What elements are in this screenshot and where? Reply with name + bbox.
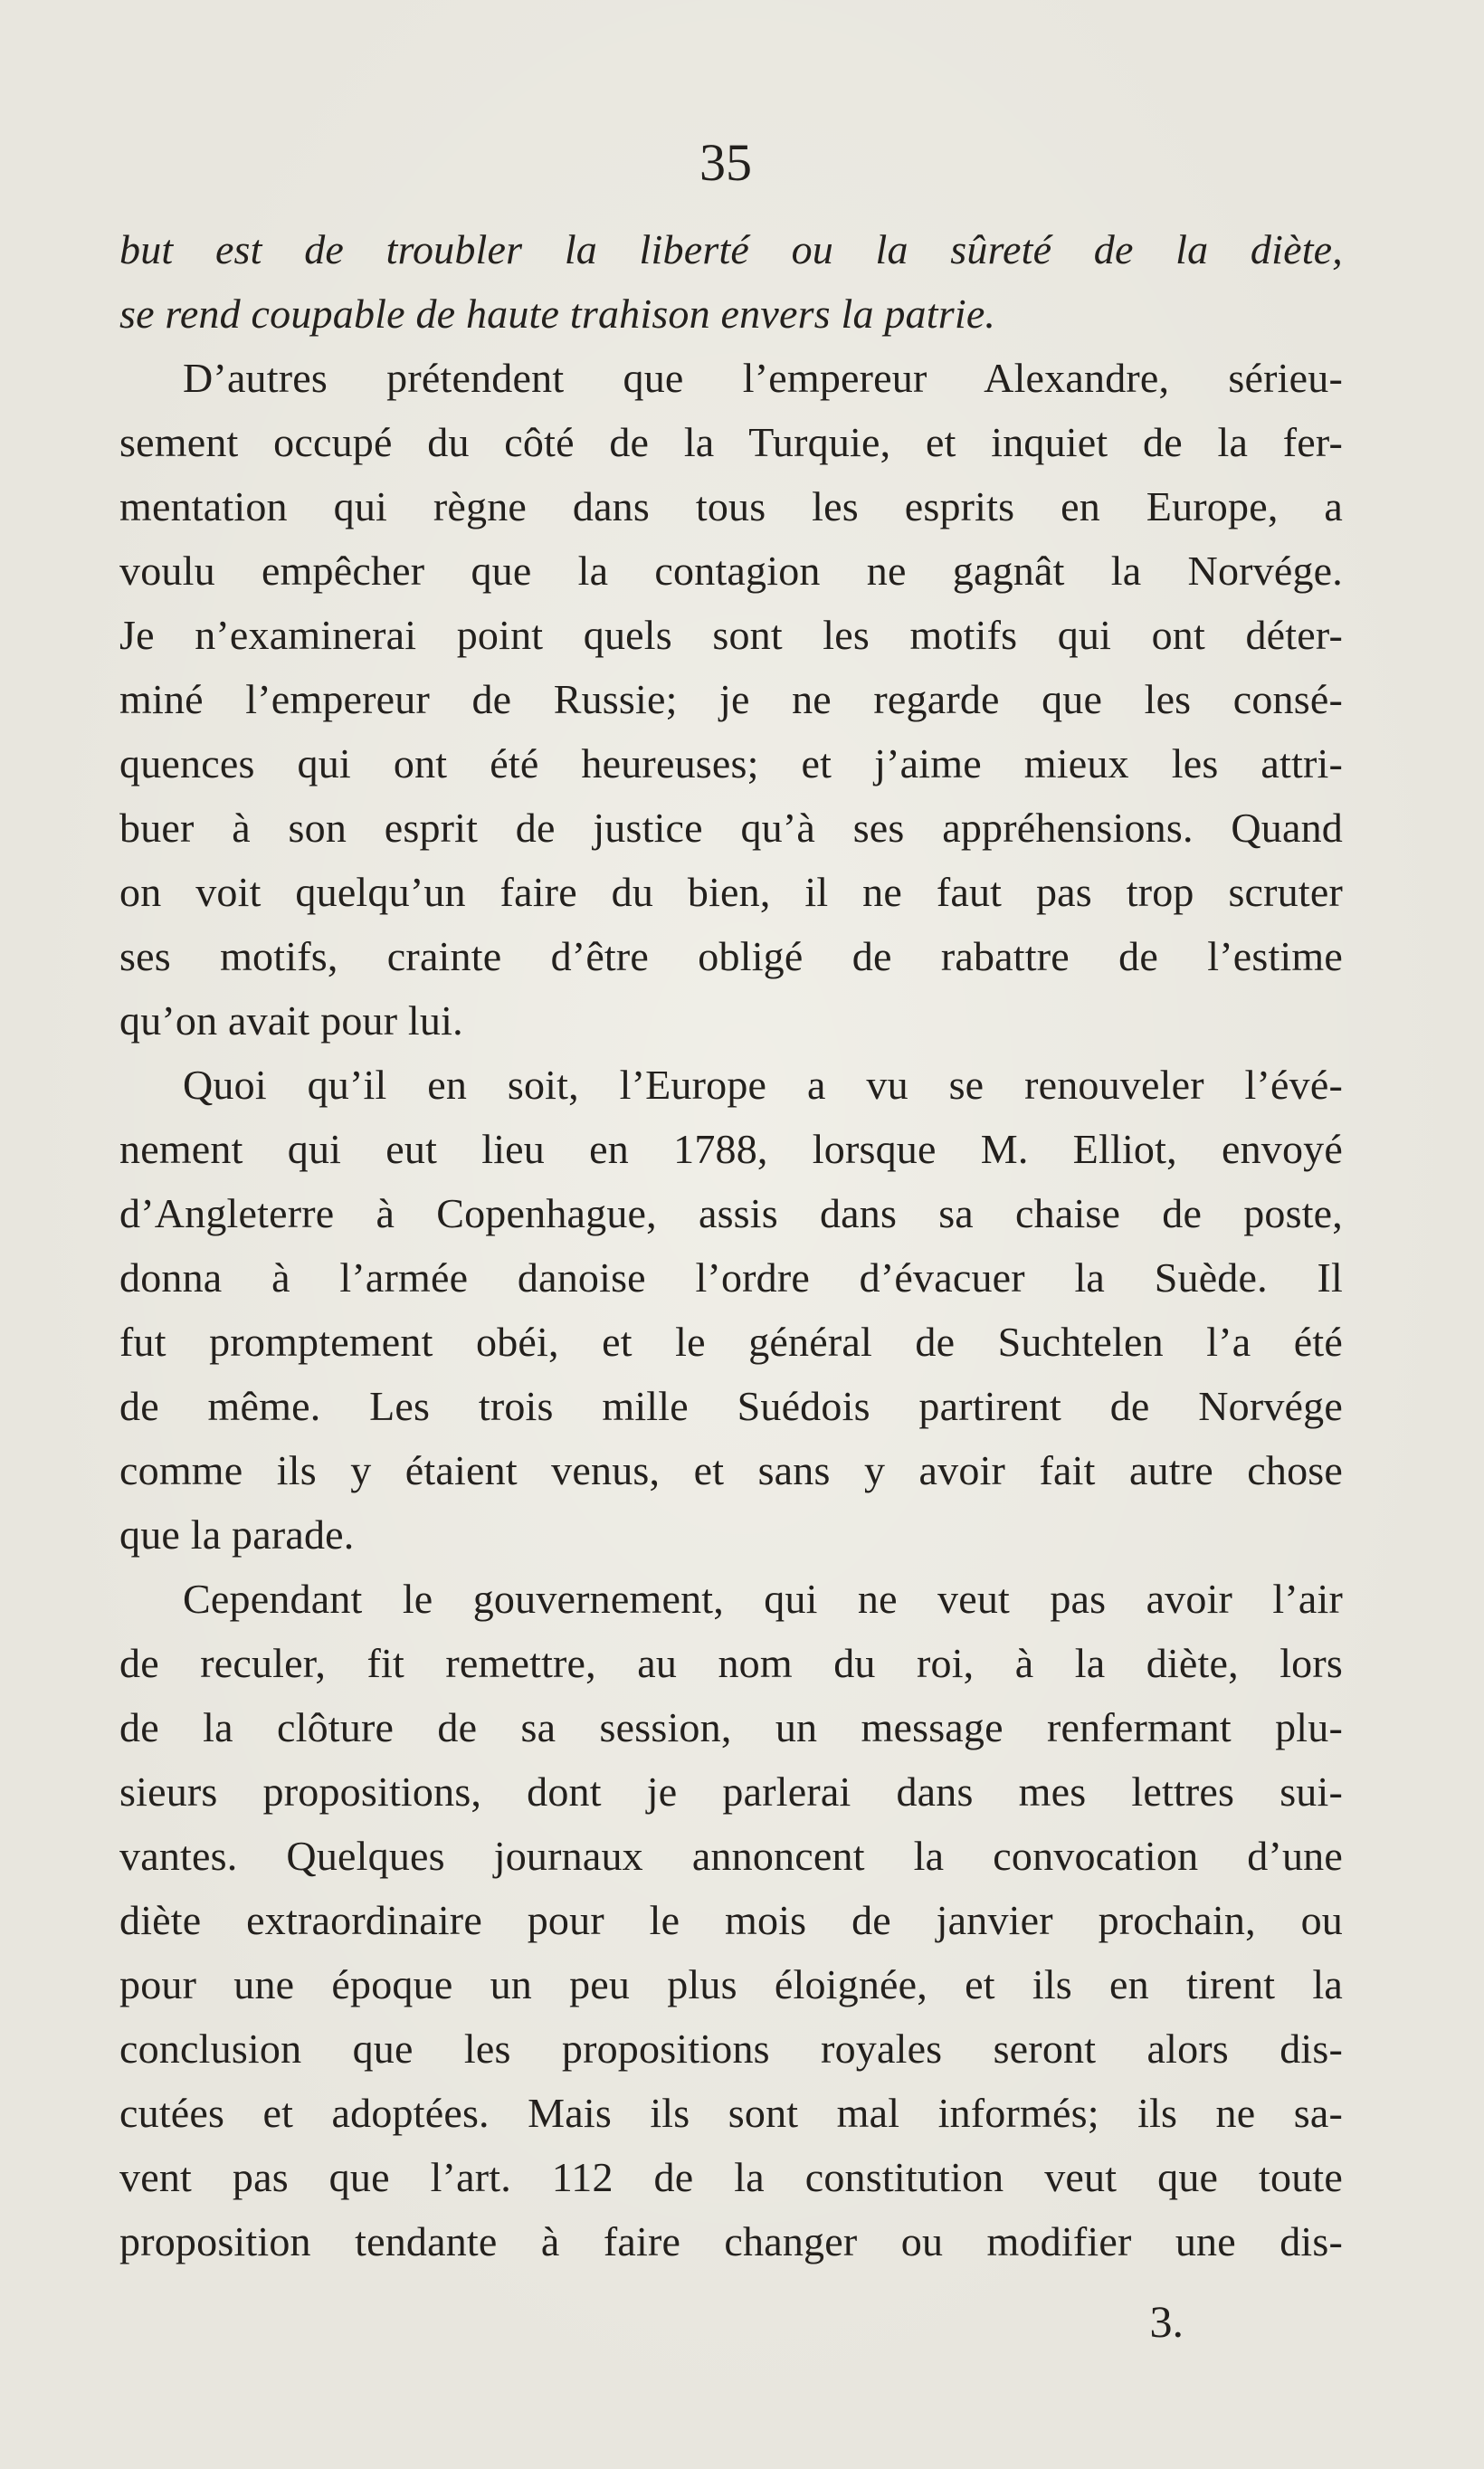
- text-line: Cependant le gouvernement, qui ne veut pas avoir l’air: [183, 1576, 1343, 1622]
- text-line: buer à son esprit de justice qu’à ses appréhensions. Quand: [119, 805, 1343, 851]
- text-line: Je n’examinerai point quels sont les motifs qui ont déter-: [119, 612, 1343, 658]
- text-line: qu’on avait pour lui.: [119, 997, 463, 1044]
- text-line: sement occupé du côté de la Turquie, et inquiet de la fer-: [119, 419, 1343, 465]
- text-line: ses motifs, crainte d’être obligé de rabattre de l’estime: [119, 933, 1343, 979]
- text-line: voulu empêcher que la contagion ne gagnât la Norvége.: [119, 548, 1343, 594]
- text-line: mentation qui règne dans tous les esprits en Europe, a: [119, 483, 1343, 529]
- text-line: comme ils y étaient venus, et sans y avoir fait autre chose: [119, 1447, 1343, 1493]
- text-line: sieurs propositions, dont je parlerai dans mes lettres sui-: [119, 1768, 1343, 1815]
- text-line: vantes. Quelques journaux annoncent la convocation d’une: [119, 1833, 1343, 1879]
- page-number: 35: [699, 133, 752, 192]
- text-line: pour une époque un peu plus éloignée, et ils en tirent la: [119, 1961, 1343, 2007]
- text-line: Quoi qu’il en soit, l’Europe a vu se renouveler l’évé-: [183, 1062, 1343, 1108]
- text-line: se rend coupable de haute trahison envers la patrie.: [119, 291, 996, 337]
- text-line: que la parade.: [119, 1511, 355, 1558]
- text-line: cutées et adoptées. Mais ils sont mal informés; ils ne sa-: [119, 2090, 1343, 2136]
- text-line: fut promptement obéi, et le général de Suchtelen l’a été: [119, 1319, 1343, 1365]
- text-line: vent pas que l’art. 112 de la constitution veut que toute: [119, 2154, 1343, 2200]
- text-line: but est de troubler la liberté ou la sûreté de la diète,: [119, 226, 1343, 272]
- text-line: on voit quelqu’un faire du bien, il ne faut pas trop scruter: [119, 869, 1343, 915]
- text-line: d’Angleterre à Copenhague, assis dans sa chaise de poste,: [119, 1190, 1343, 1236]
- text-line: de reculer, fit remettre, au nom du roi, à la diète, lors: [119, 1640, 1343, 1686]
- body-text: [119, 217, 1343, 2274]
- text-line: donna à l’armée danoise l’ordre d’évacuer la Suède. Il: [119, 1254, 1343, 1301]
- signature-mark: 3.: [1149, 2296, 1184, 2347]
- text-line: conclusion que les propositions royales seront alors dis-: [119, 2026, 1343, 2072]
- text-line: proposition tendante à faire changer ou modifier une dis-: [119, 2218, 1343, 2264]
- text-line: diète extraordinaire pour le mois de janvier prochain, ou: [119, 1897, 1343, 1943]
- text-line: miné l’empereur de Russie; je ne regarde que les consé-: [119, 676, 1343, 722]
- text-line: nement qui eut lieu en 1788, lorsque M. Elliot, envoyé: [119, 1126, 1343, 1172]
- text-line: quences qui ont été heureuses; et j’aime mieux les attri-: [119, 740, 1343, 786]
- text-line: de même. Les trois mille Suédois partirent de Norvége: [119, 1383, 1343, 1429]
- text-line: de la clôture de sa session, un message renfermant plu-: [119, 1704, 1343, 1750]
- text-line: D’autres prétendent que l’empereur Alexandre, sérieu-: [183, 355, 1343, 401]
